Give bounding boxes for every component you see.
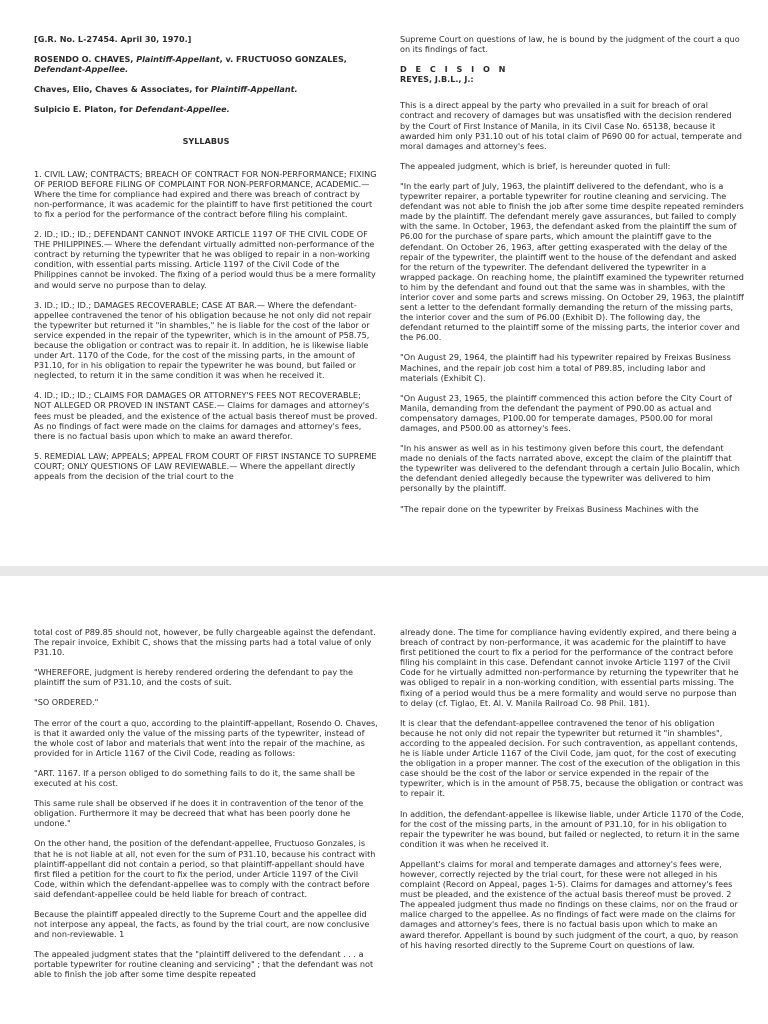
case-parties [34, 54, 378, 74]
decision-paragraph: "The repair done on the typewriter by Freixas Business Machines with the [400, 503, 699, 514]
decision-paragraph: The error of the court a quo, according to the plaintiff-appellant, Rosendo O. Chaves, is that it awarded only the value of the missing parts of the typewriter, instead of the whole cost of labor and materials that went into the repair of the machine, as provided for in Article 1167 of the Civil Code, reading as follows: [34, 717, 378, 758]
syllabus-item: 2. ID.; ID.; ID.; DEFENDANT CANNOT INVOKE ARTICLE 1197 OF THE CIVIL CODE OF THE PHILIPPINES.— Where the defendant virtually admitted non-performance of the contract by returning the typewriter that he was obliged to repair in a non-working condition, with essential parts missing. Article 1197 of the Civil Code of the Philippines cannot be invoked. The fixing of a period would thus be a mere formality and would serve no purpose than to delay. [34, 229, 376, 290]
decision-paragraph: The appealed judgment states that the "plaintiff delivered to the defendant . . . a portable typewriter for routine cleaning and servicing" ; that the defendant was not able to finish the job after some time despite repeated [34, 949, 374, 980]
decision-paragraph: "WHEREFORE, judgment is hereby rendered ordering the defendant to pay the plaintiff the sum of P31.10, and the costs of suit. [34, 667, 353, 688]
decision-paragraph: Because the plaintiff appealed directly to the Supreme Court and the appellee did not interpose any appeal, the facts, as found by the trial court, are now conclusive and non-reviewable. 1 [34, 908, 370, 940]
document-page-2 [0, 576, 768, 1024]
decision-paragraph: This is a direct appeal by the party who prevailed in a suit for breach of oral contract and recovery of damages but was unsatisfied with the decision rendered by the Court of First Instance of Manila, in its Civil Case No. 65138, because it awarded him only P31.10 out of his total claim of P690 00 for actual, temperate and moral damages and attorney's fees. [400, 100, 742, 151]
decision-paragraph: The appealed judgment, which is brief, is hereunder quoted in full: [400, 160, 671, 171]
decision-paragraph: already done. The time for compliance having evidently expired, and there being a breach of contract by non-performance, it was academic for the plaintiff to have first petitioned the court to fix a period for the performance of the contract before filing his complaint in this case. Defendant cannot invoke Article 1197 of the Civil Code for he virtually admitted non-performance by returning the typewriter that he was obliged to repair in a non-working condition, with essential parts missing. The fixing of a period would thus be a mere formality and would serve no purpose than to delay (cf. Tiglao, Et. Al. V. Manila Railroad Co. 98 Phil. 181). [400, 627, 739, 708]
decision-paragraph: "On August 23, 1965, the plaintiff commenced this action before the City Court of Manila, demanding from the defendant the payment of P90.00 as actual and compensatory damages, P100.00 for temperate damages, P500.00 for moral damages, and P500.00 as attorney's fees. [400, 392, 732, 433]
syllabus-continuation: Supreme Court on questions of law, he is bound by the judgment of the court a quo on its findings of fact. [400, 34, 740, 55]
syllabus-heading: SYLLABUS [182, 136, 230, 147]
counsel-plaintiff-text: Chaves, Elio, Chaves & Associates, for [34, 84, 209, 95]
decision-paragraph: This same rule shall be observed if he does it in contravention of the tenor of the obligation. Furthermore it may be decreed that what has been poorly done he undone." [34, 798, 364, 829]
plaintiff-name: ROSENDO O. CHAVES, [34, 54, 134, 65]
syllabus-item: 5. REMEDIAL LAW; APPEALS; APPEAL FROM COURT OF FIRST INSTANCE TO SUPREME COURT; ONLY QUESTIONS OF LAW REVIEWABLE.— Where the appellant directly appeals from the decision of the trial court to the [34, 450, 377, 481]
defendant-role: Defendant-Appellee. [34, 64, 129, 75]
decision-heading: D E C I S I O N [400, 64, 509, 75]
decision-paragraph: "SO ORDERED." [34, 697, 99, 708]
case-number: [G.R. No. L-27454. April 30, 1970.] [34, 34, 192, 44]
counsel-plaintiff [34, 84, 378, 94]
page1-right-column [400, 34, 744, 524]
page1-left-column [34, 34, 378, 491]
justice-name: REYES, J.B.L., J.: [400, 74, 474, 85]
decision-paragraph: "In his answer as well as in his testimony given before this court, the defendant made no denials of the facts narrated above, except the claim of the plaintiff that the typewriter was delivered to the defendant through a certain Julio Bocalin, which the defendant denied allegedly because the typewriter was delivered to him personally by the plaintiff. [400, 443, 740, 494]
page2-left-column [34, 627, 378, 990]
counsel-defendant [34, 104, 378, 114]
syllabus-item: 1. CIVIL LAW; CONTRACTS; BREACH OF CONTRACT FOR NON-PERFORMANCE; FIXING OF PERIOD BEFORE FILING OF COMPLAINT FOR NON-PERFORMANCE, ACADEMIC.— Where the time for compliance had expired and there was breach of contract by non-performance, it was academic for the plaintiff to have first petitioned the court to fix a period for the performance of the contract before filing his complaint. [34, 168, 377, 219]
syllabus-item: 4. ID.; ID.; ID.; CLAIMS FOR DAMAGES OR ATTORNEY'S FEES NOT RECOVERABLE; NOT ALLEGED OR PROVED IN INSTANT CASE.— Claims for damages and attorney's fees must be pleaded, and the existence of the actual basis thereof must be proved. As no findings of fact were made on the claims for damages and attorney's fees, there is no factual basis upon which to make an award therefor. [34, 390, 378, 441]
syllabus-item: 3. ID.; ID.; ID.; DAMAGES RECOVERABLE; CASE AT BAR.— Where the defendant-appellee contravened the tenor of his obligation because he not only did not repair the typewriter but returned it "in shambles," he is liable for the cost of the labor or service expended in the repair of the typewriter, which is in the amount of P58.75, because the obligation or contract was to repair it. In addition, he is likewise liable under Art. 1170 of the Code, for the cost of the missing parts, in the amount of P31.10, for in his obligation to repair the typewriter he was bound, but failed or neglected, to return it in the same condition it was when he received it. [34, 299, 372, 381]
counsel-defendant-role: Defendant-Appellee. [135, 104, 230, 115]
versus-defendant: , v. FRUCTUOSO GONZALES, [219, 54, 347, 65]
decision-paragraph: "In the early part of July, 1963, the plaintiff delivered to the defendant, who is a typewriter repairer, a portable typewriter for routine cleaning and servicing. The defendant was not able to finish the job after some time despite repeated reminders made by the plaintiff. The defendant merely gave assurances, but failed to comply with the same. In October, 1963, the defendant asked from the plaintiff the sum of P6.00 for the purchase of spare parts, which amount the plaintiff gave to the defendant. On October 26, 1963, after getting exasperated with the delay of the repair of the typewriter, the plaintiff went to the house of the defendant and asked for the return of the typewriter. The defendant delivered the typewriter in a wrapped package. On reaching home, the plaintiff examined the typewriter returned to him by the defendant and found out that the same was in shambles, with the interior cover and some parts and screws missing. On October 29, 1963, the plaintiff sent a letter to the defendant formally demanding the return of the missing parts, the interior cover and the sum of P6.00 (Exhibit D). The following day, the defendant returned to the plaintiff some of the missing parts, the interior cover and the P6.00. [400, 180, 744, 343]
page2-right-column [400, 627, 744, 960]
counsel-defendant-text: Sulpicio E. Platon, for [34, 104, 133, 115]
decision-paragraph: "ART. 1167. If a person obliged to do something fails to do it, the same shall be executed at his cost. [34, 767, 356, 789]
counsel-plaintiff-role: Plaintiff-Appellant. [211, 84, 298, 95]
decision-paragraph: "On August 29, 1964, the plaintiff had his typewriter repaired by Freixas Business Machines, and the repair job cost him a total of P89.85, including labor and materials (Exhibit C). [400, 352, 731, 383]
plaintiff-role: Plaintiff-Appellant [136, 54, 220, 65]
decision-paragraph: On the other hand, the position of the defendant-appellee, Fructuoso Gonzales, is that he is not liable at all, not even for the sum of P31.10, because his contract with plaintiff-appellant did not contain a period, so that plaintiff-appellant should have first filed a petition for the court to fix the period, under Article 1197 of the Civil Code, within which the defendant-appellee was to comply with the contract before said defendant-appellee could be held liable for breach of contract. [34, 838, 376, 899]
decision-paragraph: Appellant's claims for moral and temperate damages and attorney's fees were, however, correctly rejected by the trial court, for these were not alleged in his complaint (Record on Appeal, pages 1-5). Claims for damages and attorney's fees must be pleaded, and the existence of the actual basis thereof must be proved. 2 The appealed judgment thus made no findings on these claims, nor on the fraud or malice charged to the appellee. As no findings of fact were made on the claims for damages and attorney's fees, there is no factual basis upon which to make an award therefor. Appellant is bound by such judgment of the court, a quo, by reason of his having resorted directly to the Supreme Court on questions of law. [400, 858, 739, 950]
decision-paragraph: It is clear that the defendant-appellee contravened the tenor of his obligation because he not only did not repair the typewriter but returned it "in shambles", according to the appealed decision. For such contravention, as appellant contends, he is liable under Article 1167 of the Civil Code, jam quot, for the cost of executing the obligation in a proper manner. The cost of the execution of the obligation in this case should be the cost of the labor or service expended in the repair of the typewriter, which is in the amount of P58.75, because the obligation or contract was to repair it. [400, 717, 744, 799]
decision-paragraph: total cost of P89.85 should not, however, be fully chargeable against the defendant. The repair invoice, Exhibit C, shows that the missing parts had a total value of only P31.10. [34, 627, 376, 658]
decision-paragraph: In addition, the defendant-appellee is likewise liable, under Article 1170 of the Code, for the cost of the missing parts, in the amount of P31.10, for in his obligation to repair the typewriter he was bound, but failed or neglected, to return it in the same condition it was when he received it. [400, 808, 744, 849]
